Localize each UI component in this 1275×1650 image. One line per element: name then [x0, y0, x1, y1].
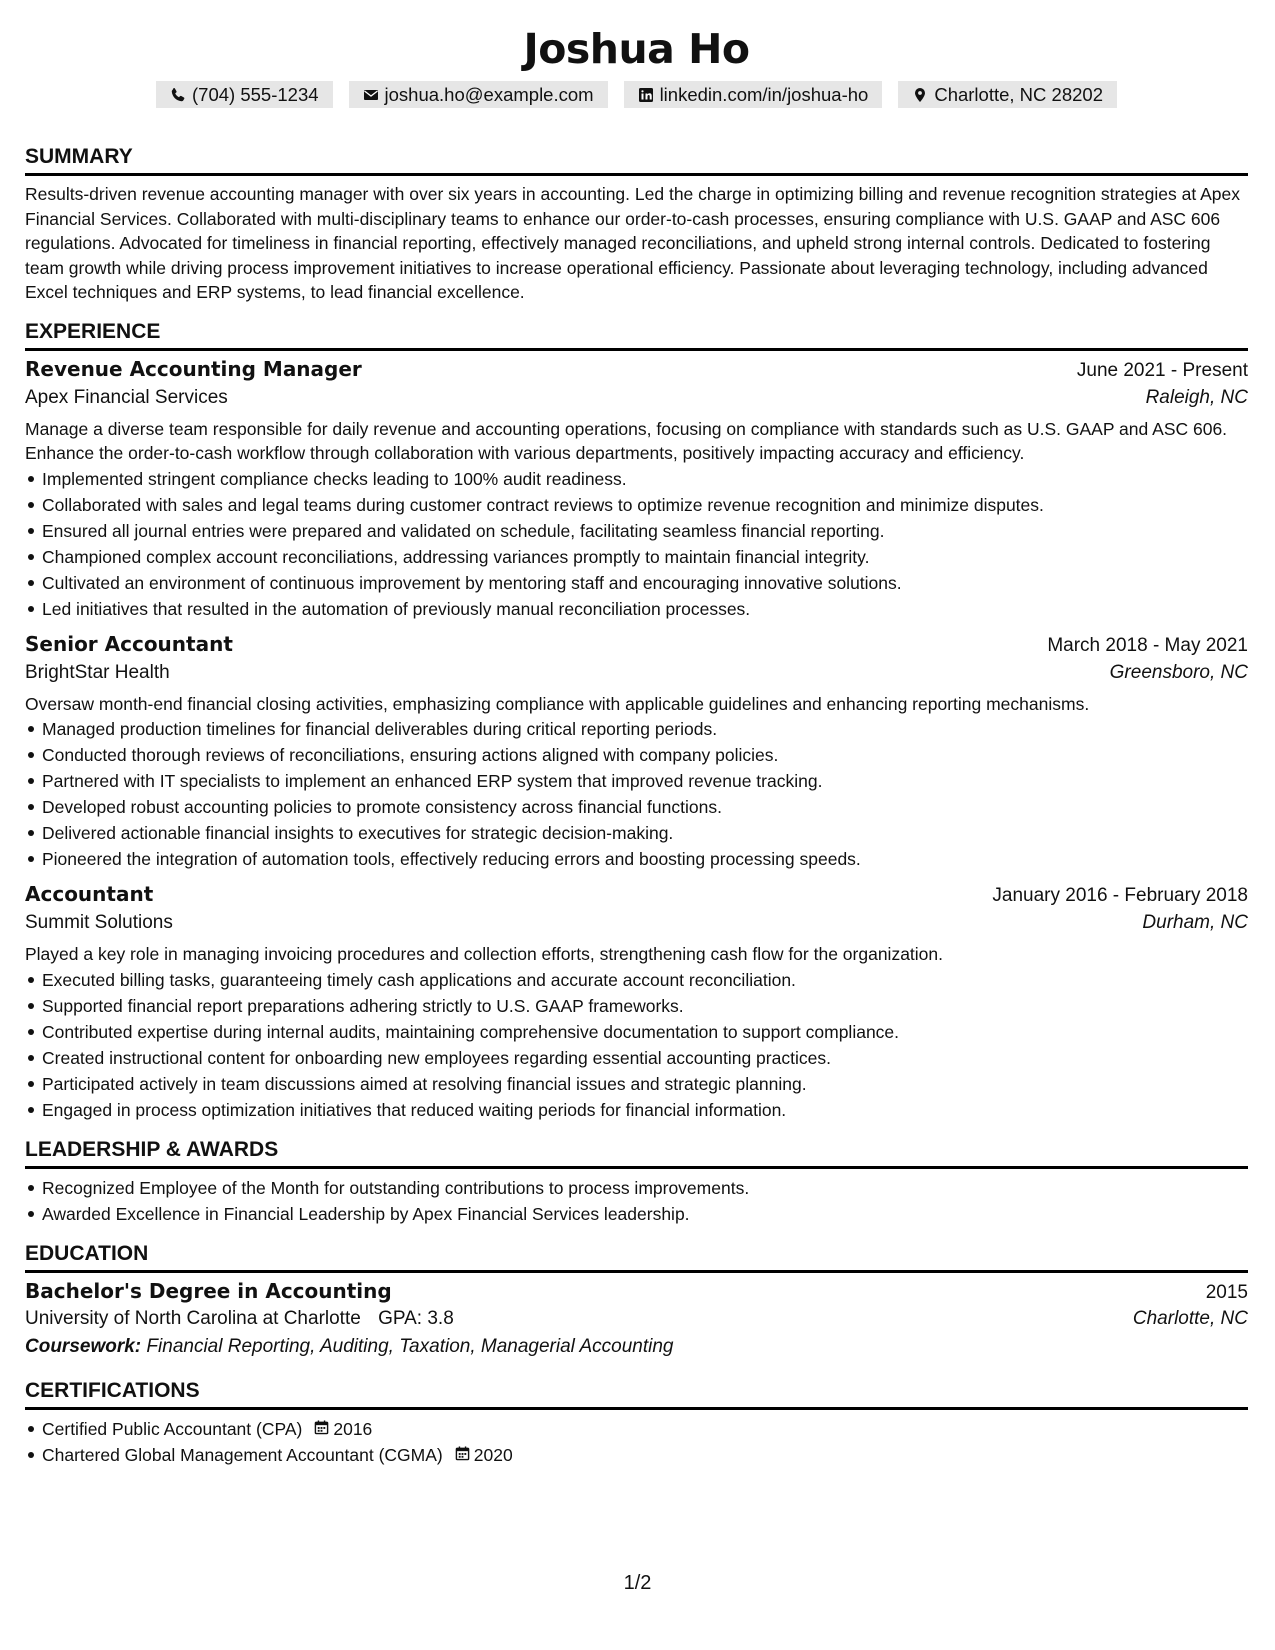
envelope-icon — [363, 87, 379, 103]
school-name: University of North Carolina at Charlotte — [25, 1307, 361, 1329]
school-location: Charlotte, NC — [1132, 1307, 1248, 1329]
list-item: Championed complex account reconciliations, addressing variances promptly to maintain financial integrity. — [25, 544, 1248, 570]
summary-text: Results-driven revenue accounting manager with over six years in accounting. Led the charge in optimizing billing and revenue recognition strategies at Apex Financial Services. Collaborated with multi-disciplinary teams to enhance our order-to-cash processes, ensuring compliance with U.S. GAAP and ASC 606 regulations. Advocated for timeliness in financial reporting, effectively managed reconciliations, and upheld strong internal controls. Dedicated to fostering team growth while driving process improvement initiatives to increase operational efficiency. Passionate about leveraging technology, including advanced Excel techniques and ERP systems, to lead financial excellence. — [25, 184, 1241, 302]
list-item: Led initiatives that resulted in the automation of previously manual reconciliation processes. — [25, 596, 1248, 622]
section-divider — [25, 1407, 1248, 1410]
list-item — [25, 1416, 1248, 1442]
contact-location — [898, 81, 1117, 108]
email-text: joshua.ho@example.com — [384, 84, 594, 105]
job-dates: January 2016 - February 2018 — [992, 885, 1248, 906]
job-description: Oversaw month-end financial closing activities, emphasizing compliance with applicable guidelines and enhancing reporting mechanisms. — [25, 693, 1090, 714]
list-item: Engaged in process optimization initiatives that reduced waiting periods for financial information. — [25, 1097, 1248, 1123]
section-divider — [25, 348, 1248, 351]
job-location: Raleigh, NC — [1145, 386, 1248, 408]
job-title: Accountant — [25, 882, 154, 906]
contact-linkedin[interactable] — [624, 81, 883, 108]
list-item: Cultivated an environment of continuous improvement by mentoring staff and encouraging innovative solutions. — [25, 570, 1248, 596]
job-entry — [25, 357, 1248, 622]
location-text: Charlotte, NC 28202 — [934, 84, 1103, 105]
list-item: Conducted thorough reviews of reconciliations, ensuring actions aligned with company policies. — [25, 742, 1248, 768]
contact-phone[interactable] — [156, 81, 333, 108]
phone-text: (704) 555-1234 — [192, 84, 319, 105]
list-item: Recognized Employee of the Month for outstanding contributions to process improvements. — [25, 1175, 1248, 1201]
job-dates: March 2018 - May 2021 — [1047, 634, 1248, 656]
section-divider — [25, 173, 1248, 176]
certification-name: Certified Public Accountant (CPA) — [42, 1418, 303, 1439]
job-location: Greensboro, NC — [1109, 661, 1248, 683]
job-entry — [25, 632, 1248, 873]
list-item: Awarded Excellence in Financial Leadership by Apex Financial Services leadership. — [25, 1201, 1248, 1227]
job-description: Manage a diverse team responsible for daily revenue and accounting operations, focusing on compliance with standards such as U.S. GAAP and ASC 606. Enhance the order-to-cash workflow through collaboration with various departments, positively impacting accuracy and efficiency. — [25, 418, 1228, 463]
section-divider — [25, 1166, 1248, 1169]
list-item: Participated actively in team discussions aimed at resolving financial issues and strategic planning. — [25, 1071, 1248, 1097]
job-bullets — [25, 967, 1248, 1123]
education-section — [25, 1241, 1248, 1358]
certification-name: Chartered Global Management Accountant (CGMA) — [42, 1444, 443, 1465]
list-item: Contributed expertise during internal audits, maintaining comprehensive documentation to support compliance. — [25, 1019, 1248, 1045]
calendar-icon — [455, 1442, 470, 1468]
experience-section — [25, 319, 1248, 1123]
candidate-name: Joshua Ho — [523, 25, 750, 73]
resume-page — [25, 0, 1248, 1468]
leadership-bullets — [25, 1175, 1248, 1227]
coursework-label: Coursework: — [25, 1335, 142, 1357]
section-title: EDUCATION — [25, 1241, 149, 1265]
phone-icon — [170, 87, 186, 103]
list-item — [25, 1442, 1248, 1468]
certification-list — [25, 1416, 1248, 1468]
list-item: Partnered with IT specialists to implement an enhanced ERP system that improved revenue tracking. — [25, 768, 1248, 794]
list-item: Developed robust accounting policies to promote consistency across financial functions. — [25, 794, 1248, 820]
section-divider — [25, 1270, 1248, 1273]
graduation-year: 2015 — [1205, 1281, 1248, 1303]
contact-bar — [25, 81, 1248, 108]
job-location: Durham, NC — [1142, 912, 1248, 933]
list-item: Ensured all journal entries were prepared and validated on schedule, facilitating seamless financial reporting. — [25, 518, 1248, 544]
section-title: CERTIFICATIONS — [25, 1378, 200, 1402]
job-bullets — [25, 466, 1248, 622]
list-item: Supported financial report preparations adhering strictly to U.S. GAAP frameworks. — [25, 993, 1248, 1019]
calendar-icon — [314, 1416, 329, 1442]
coursework-list: Financial Reporting, Auditing, Taxation, Managerial Accounting — [146, 1335, 674, 1357]
job-entry — [25, 882, 1248, 1123]
list-item: Delivered actionable financial insights to executives for strategic decision-making. — [25, 820, 1248, 846]
job-title: Senior Accountant — [25, 631, 233, 656]
list-item: Implemented stringent compliance checks leading to 100% audit readiness. — [25, 466, 1248, 492]
page-number: 1/2 — [623, 1572, 652, 1594]
job-title: Revenue Accounting Manager — [25, 356, 362, 381]
job-bullets — [25, 716, 1248, 872]
contact-email[interactable] — [349, 81, 608, 108]
section-title: SUMMARY — [25, 145, 133, 168]
linkedin-text: linkedin.com/in/joshua-ho — [659, 84, 869, 105]
certification-year: 2016 — [333, 1418, 373, 1439]
company-name: Apex Financial Services — [25, 386, 228, 408]
section-title: LEADERSHIP & AWARDS — [25, 1137, 279, 1161]
certification-year: 2020 — [473, 1444, 513, 1465]
company-name: BrightStar Health — [25, 661, 170, 683]
list-item: Executed billing tasks, guaranteeing timely cash applications and accurate account reconciliation. — [25, 967, 1248, 993]
map-pin-icon — [912, 87, 928, 103]
job-dates: June 2021 - Present — [1076, 359, 1248, 381]
company-name: Summit Solutions — [25, 912, 173, 933]
leadership-section — [25, 1137, 1248, 1227]
linkedin-icon — [638, 87, 654, 103]
list-item: Managed production timelines for financial deliverables during critical reporting periods. — [25, 716, 1248, 742]
job-description: Played a key role in managing invoicing procedures and collection efforts, strengthening cash flow for the organization. — [25, 944, 943, 964]
coursework — [25, 1336, 1248, 1358]
gpa: GPA: 3.8 — [378, 1307, 454, 1329]
certifications-section — [25, 1378, 1248, 1468]
list-item: Collaborated with sales and legal teams during customer contract reviews to optimize revenue recognition and minimize disputes. — [25, 492, 1248, 518]
section-title: EXPERIENCE — [25, 319, 161, 343]
list-item: Pioneered the integration of automation tools, effectively reducing errors and boosting processing speeds. — [25, 846, 1248, 872]
summary-section — [25, 144, 1248, 305]
degree-title: Bachelor's Degree in Accounting — [25, 1278, 392, 1303]
list-item: Created instructional content for onboarding new employees regarding essential accounting practices. — [25, 1045, 1248, 1071]
